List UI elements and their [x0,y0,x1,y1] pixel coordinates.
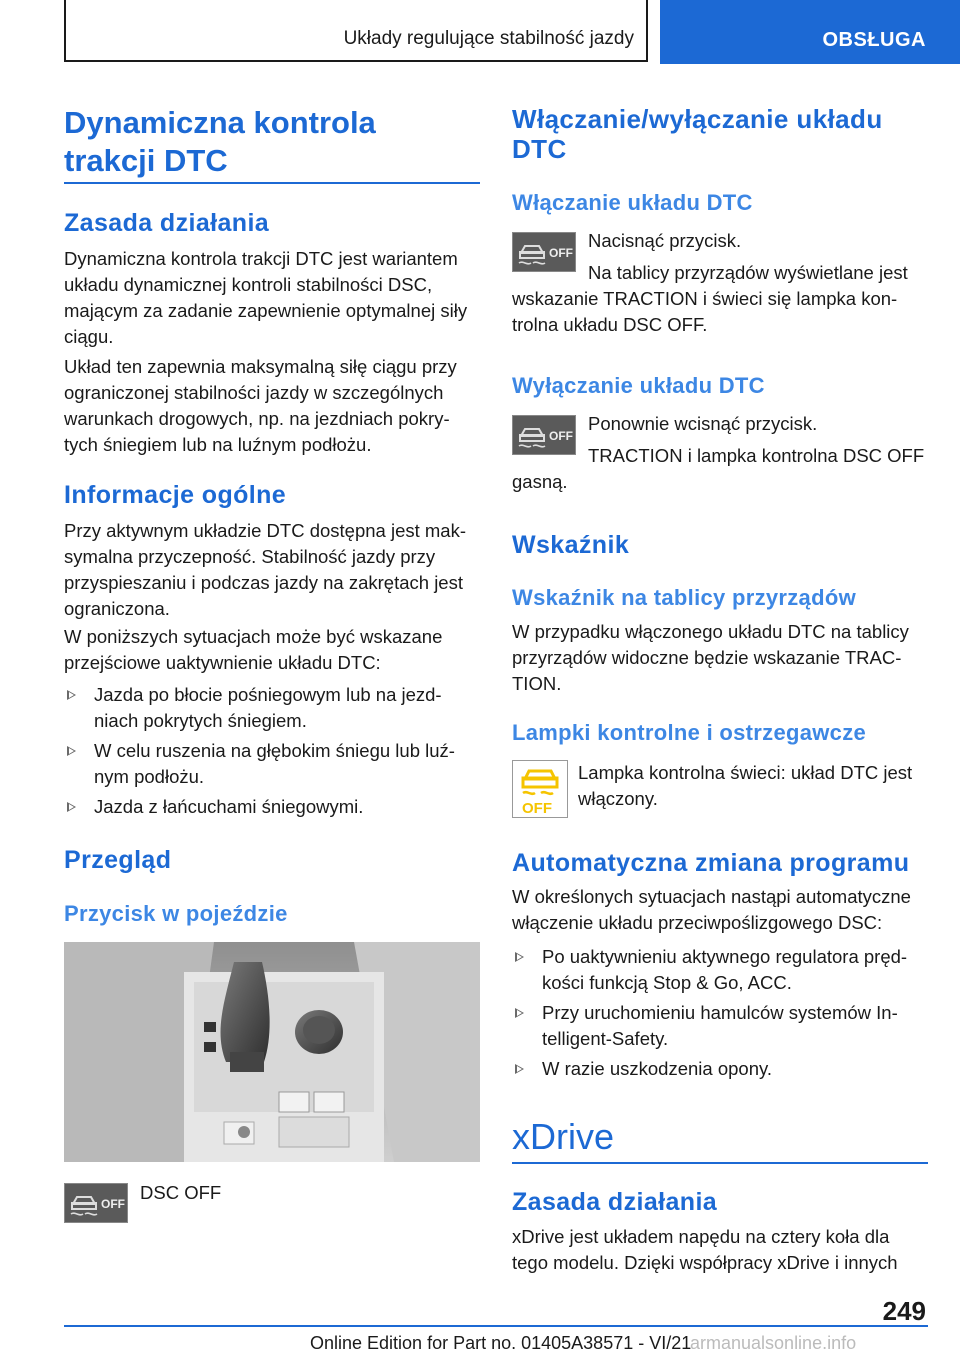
page-number: 249 [882,1296,926,1326]
watermark-text: armanualsonline.info [690,1333,857,1353]
xdrive-text: xDrive jest układem napędu na cztery koła dla tego modelu. Dzięki współpracy xDrive i innych [512,1226,898,1273]
principle-paragraph-1: Dynamiczna kontrola trakcji DTC jest wariantem układu dynamicznej kontroli stabilności DSC, mającym za zadanie zapewnienie optymalnej siły ciągu. [64,248,468,347]
svg-text:OFF: OFF [522,800,552,817]
list-item [64,794,480,820]
bullet-triangle-icon [515,952,524,962]
dtc-main-heading-line2: trakcji DTC [64,143,228,178]
indicator-heading: Wskaźnik [512,531,630,559]
enable-step-1: Nacisnąć przycisk. [588,230,742,251]
bullet-triangle-icon [515,1008,524,1018]
list-item-text: Po uaktywnieniu aktywnego regulatora pręd-kości funkcją Stop & Go, ACC. [542,946,908,993]
list-item-text: Jazda po błocie pośniegowym lub na jezd-niach pokrytych śniegiem. [94,684,442,731]
general-paragraph-2: W poniższych sytuacjach może być wskazane przejściowe uaktywnienie układu DTC: [64,626,443,673]
header-section-box [64,0,648,62]
heading-rule [512,1162,928,1164]
list-item [512,1056,928,1082]
list-item-text: Przy uruchomieniu hamulców systemów In-telligent-Safety. [542,1002,898,1049]
list-item-text: Jazda z łańcuchami śniegowymi. [94,796,364,817]
header-section-title: Układy regulujące stabilność jazdy [343,28,634,49]
auto-program-text: W określonych sytuacjach nastąpi automatyczne włączenie układu przeciwpoślizgowego DSC: [512,886,911,933]
general-paragraph-1: Przy aktywnym układzie DTC dostępna jest mak-symalna przyczepność. Stabilność jazdy przy przyspieszaniu i podczas jazdy na zakrętach jest ograniczona. [64,520,466,619]
enable-dtc-heading: Włączanie układu DTC [512,190,753,215]
disable-dtc-heading: Wyłączanie układu DTC [512,373,765,398]
center-console-photo [64,942,480,1162]
svg-text:OFF: OFF [549,246,573,260]
header-chapter-label: OBSŁUGA [822,29,926,51]
list-item [512,1000,928,1052]
heading-rule [64,182,480,184]
bullet-triangle-icon [67,802,76,812]
onoff-heading-line1: Włączanie/wyłączanie układu [512,104,883,134]
warning-lamps-heading: Lampki kontrolne i ostrzegawcze [512,720,867,745]
dsc-off-button-icon [64,1183,128,1223]
disable-step-2: TRACTION i lampka kontrolna DSC OFF gasną. [512,445,925,492]
cluster-indicator-text: W przypadku włączonego układu DTC na tablicy przyrządów widoczne będzie wskazanie TRAC-TION. [512,621,909,694]
warning-lamp-text: Lampka kontrolna świeci: układ DTC jest włączony. [578,762,913,809]
list-item [512,944,928,996]
onoff-heading-line2: DTC [512,134,567,164]
edition-text: Online Edition for Part no. 01405A38571 - VI/21 [310,1333,692,1353]
svg-text:OFF: OFF [101,1197,125,1211]
enable-step-2: Na tablicy przyrządów wyświetlane jest wskazanie TRACTION i świeci się lampka kon-trolna układu DSC OFF. [512,262,908,335]
principle-paragraph-2: Układ ten zapewnia maksymalną siłę ciągu przy ograniczonej stabilności jazdy w szczególnych warunkach drogowych, np. na jezdniach pokry-tych śniegiem lub na luźnym podłożu. [64,356,457,455]
xdrive-heading: xDrive [512,1116,615,1157]
list-item [64,682,480,734]
general-info-heading: Informacje ogólne [64,481,287,509]
svg-text:OFF: OFF [549,429,573,443]
footer-rule [64,1325,928,1327]
xdrive-principle-heading: Zasada działania [512,1188,718,1216]
list-item [64,738,480,790]
bullet-triangle-icon [515,1064,524,1074]
disable-step-1: Ponownie wcisnąć przycisk. [588,413,818,434]
bullet-triangle-icon [67,746,76,756]
dsc-off-warning-lamp-icon [512,760,568,818]
list-item-text: W razie uszkodzenia opony. [542,1058,772,1079]
overview-heading: Przegląd [64,846,172,874]
dtc-main-heading-line1: Dynamiczna kontrola [64,105,376,140]
dsc-off-label: DSC OFF [140,1182,222,1203]
principle-heading: Zasada działania [64,209,270,237]
button-in-vehicle-heading: Przycisk w pojeździe [64,901,288,926]
cluster-indicator-heading: Wskaźnik na tablicy przyrządów [512,585,856,610]
header-chapter-tab [660,0,960,64]
list-item-text: W celu ruszenia na głębokim śniegu lub luź-nym podłożu. [94,740,455,787]
auto-program-heading: Automatyczna zmiana programu [512,849,910,877]
bullet-triangle-icon [67,690,76,700]
